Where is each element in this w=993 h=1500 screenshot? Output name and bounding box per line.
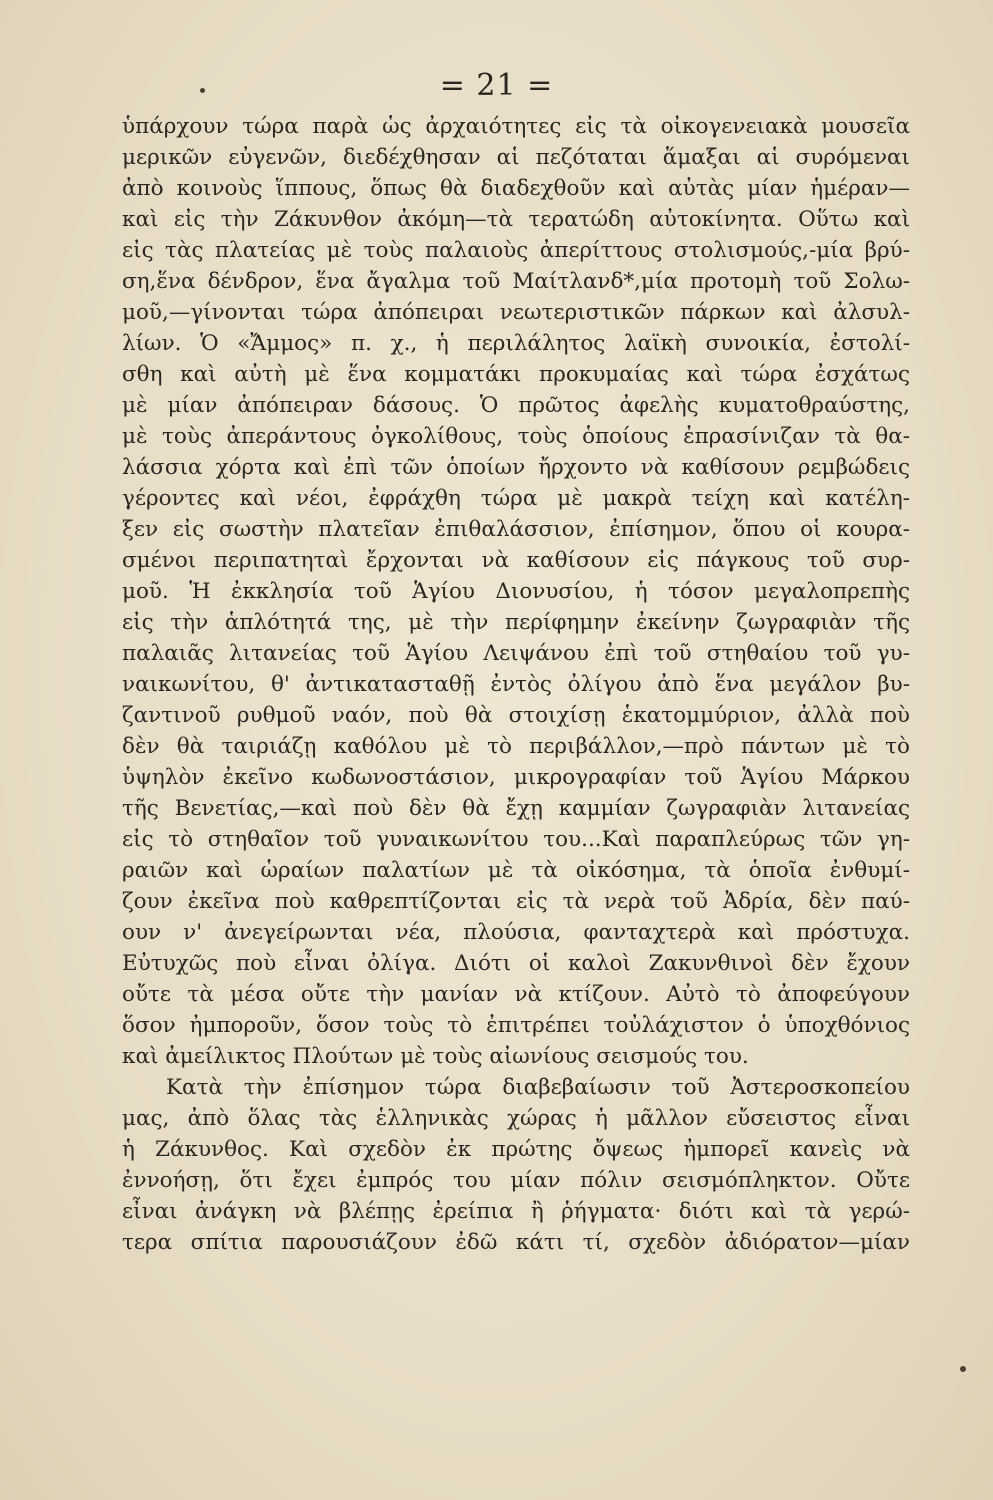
text-line: μοῦ,—γίνονται τώρα ἀπόπειραι νεωτεριστικῶν πάρκων καὶ ἀλσυλ- <box>122 300 910 325</box>
text-line: μοῦ. Ἡ ἐκκλησία τοῦ Ἁγίου Διονυσίου, ἡ τόσον μεγαλοπρεπὴς <box>122 579 910 604</box>
text-line: σθη καὶ αὐτὴ μὲ ἕνα κομματάκι προκυμαίας καὶ τώρα ἐσχάτως <box>122 362 910 387</box>
text-line: μὲ τοὺς ἀπεράντους ὀγκολίθους, τοὺς ὁποίους ἐπρασίνιζαν τὰ θα- <box>122 424 910 449</box>
page-number: = 21 = <box>439 68 554 103</box>
text-line: σμένοι περιπατηταὶ ἔρχονται νὰ καθίσουν εἰς πάγκους τοῦ συρ- <box>122 548 910 573</box>
text-line: εἰς τὴν ἁπλότητά της, μὲ τὴν περίφημην ἐκείνην ζωγραφιὰν τῆς <box>122 610 910 635</box>
text-line: ξεν εἰς σωστὴν πλατεῖαν ἐπιθαλάσσιον, ἐπίσημον, ὅπου οἱ κουρα- <box>122 517 910 542</box>
text-line: δὲν θὰ ταιριάζῃ καθόλου μὲ τὸ περιβάλλον,—πρὸ πάντων μὲ τὸ <box>122 734 910 759</box>
text-line: μὲ μίαν ἀπόπειραν δάσους. Ὁ πρῶτος ἀφελὴς κυματοθραύστης, <box>122 393 910 418</box>
text-line: εἰς τὸ στηθαῖον τοῦ γυναικωνίτου του...Καὶ παραπλεύρως τῶν γη- <box>122 827 910 852</box>
text-line: ναικωνίτου, θ' ἀντικατασταθῇ ἐντὸς ὀλίγου ἀπὸ ἕνα μεγάλον βυ- <box>122 672 910 697</box>
text-line: ζουν ἐκεῖνα ποὺ καθρεπτίζονται εἰς τὰ νερὰ τοῦ Ἀδρία, δὲν παύ- <box>122 889 910 914</box>
text-line: ὑπάρχουν τώρα παρὰ ὡς ἀρχαιότητες εἰς τὰ οἰκογενειακὰ μουσεῖα <box>122 114 910 139</box>
text-line: οὔτε τὰ μέσα οὔτε τὴν μανίαν νὰ κτίζουν. Αὐτὸ τὸ ἀποφεύγουν <box>122 982 910 1007</box>
text-line: ἐννοήσῃ, ὅτι ἔχει ἐμπρός του μίαν πόλιν σεισμόπληκτον. Οὔτε <box>122 1168 910 1193</box>
text-line: ἀπὸ κοινοὺς ἵππους, ὅπως θὰ διαδεχθοῦν καὶ αὐτὰς μίαν ἡμέραν— <box>122 176 910 201</box>
text-line: Εὐτυχῶς ποὺ εἶναι ὀλίγα. Διότι οἱ καλοὶ Ζακυνθινοὶ δὲν ἔχουν <box>122 951 910 976</box>
text-line: εἰς τὰς πλατείας μὲ τοὺς παλαιοὺς ἀπερίττους στολισμούς,-μία βρύ- <box>122 238 910 263</box>
text-line: παλαιᾶς λιτανείας τοῦ Ἁγίου Λειψάνου ἐπὶ τοῦ στηθαίου τοῦ γυ- <box>122 641 910 666</box>
text-line: ὑψηλὸν ἐκεῖνο κωδωνοστάσιον, μικρογραφίαν τοῦ Ἁγίου Μάρκου <box>122 765 910 790</box>
text-line: γέροντες καὶ νέοι, ἐφράχθη τώρα μὲ μακρὰ τείχη καὶ κατέλη- <box>122 486 910 511</box>
text-line: λίων. Ὁ «Ἄμμος» π. χ., ἡ περιλάλητος λαϊκὴ συνοικία, ἐστολί- <box>122 331 910 356</box>
paragraph-1 <box>122 111 910 1072</box>
text-line: ἡ Ζάκυνθος. Καὶ σχεδὸν ἐκ πρώτης ὄψεως ἠμπορεῖ κανεὶς νὰ <box>122 1137 910 1162</box>
ink-speck <box>960 1366 966 1372</box>
paragraph-2 <box>122 1072 910 1258</box>
text-line: καὶ ἀμείλικτος Πλούτων μὲ τοὺς αἰωνίους σεισμούς του. <box>122 1044 749 1069</box>
text-line: ουν ν' ἀνεγείρωνται νέα, πλούσια, φανταχτερὰ καὶ πρόστυχα. <box>122 920 910 945</box>
text-line: εἶναι ἀνάγκη νὰ βλέπῃς ἐρείπια ἢ ῥήγματα· διότι καὶ τὰ γερώ- <box>122 1199 910 1224</box>
text-line: καὶ εἰς τὴν Ζάκυνθον ἀκόμη—τὰ τερατώδη αὐτοκίνητα. Οὕτω καὶ <box>122 207 910 232</box>
text-line: μας, ἀπὸ ὅλας τὰς ἑλληνικὰς χώρας ἡ μᾶλλον εὔσειστος εἶναι <box>122 1106 910 1131</box>
text-line: Κατὰ τὴν ἐπίσημον τώρα διαβεβαίωσιν τοῦ Ἀστεροσκοπείου <box>166 1075 910 1100</box>
body-text <box>122 111 910 1258</box>
text-line: ζαντινοῦ ρυθμοῦ ναόν, ποὺ θὰ στοιχίσῃ ἑκατομμύριον, ἀλλὰ ποὺ <box>122 703 910 728</box>
text-line: ὅσον ἠμποροῦν, ὅσον τοὺς τὸ ἐπιτρέπει τοὐλάχιστον ὁ ὑποχθόνιος <box>122 1013 910 1038</box>
text-line: τερα σπίτια παρουσιάζουν ἐδῶ κάτι τί, σχεδὸν ἀδιόρατον—μίαν <box>122 1230 910 1255</box>
text-line: μερικῶν εὐγενῶν, διεδέχθησαν αἱ πεζόταται ἅμαξαι αἱ συρόμεναι <box>122 145 910 170</box>
text-line: ραιῶν καὶ ὡραίων παλατίων μὲ τὰ οἰκόσημα, τὰ ὁποῖα ἐνθυμί- <box>122 858 910 883</box>
text-line: λάσσια χόρτα καὶ ἐπὶ τῶν ὁποίων ἤρχοντο νὰ καθίσουν ρεμβώδεις <box>122 455 910 480</box>
text-line: ση,ἕνα δένδρον, ἕνα ἄγαλμα τοῦ Μαίτλανδ*,μία προτομὴ τοῦ Σολω- <box>122 269 910 294</box>
text-line: τῆς Βενετίας,—καὶ ποὺ δὲν θὰ ἔχῃ καμμίαν ζωγραφιὰν λιτανείας <box>122 796 910 821</box>
